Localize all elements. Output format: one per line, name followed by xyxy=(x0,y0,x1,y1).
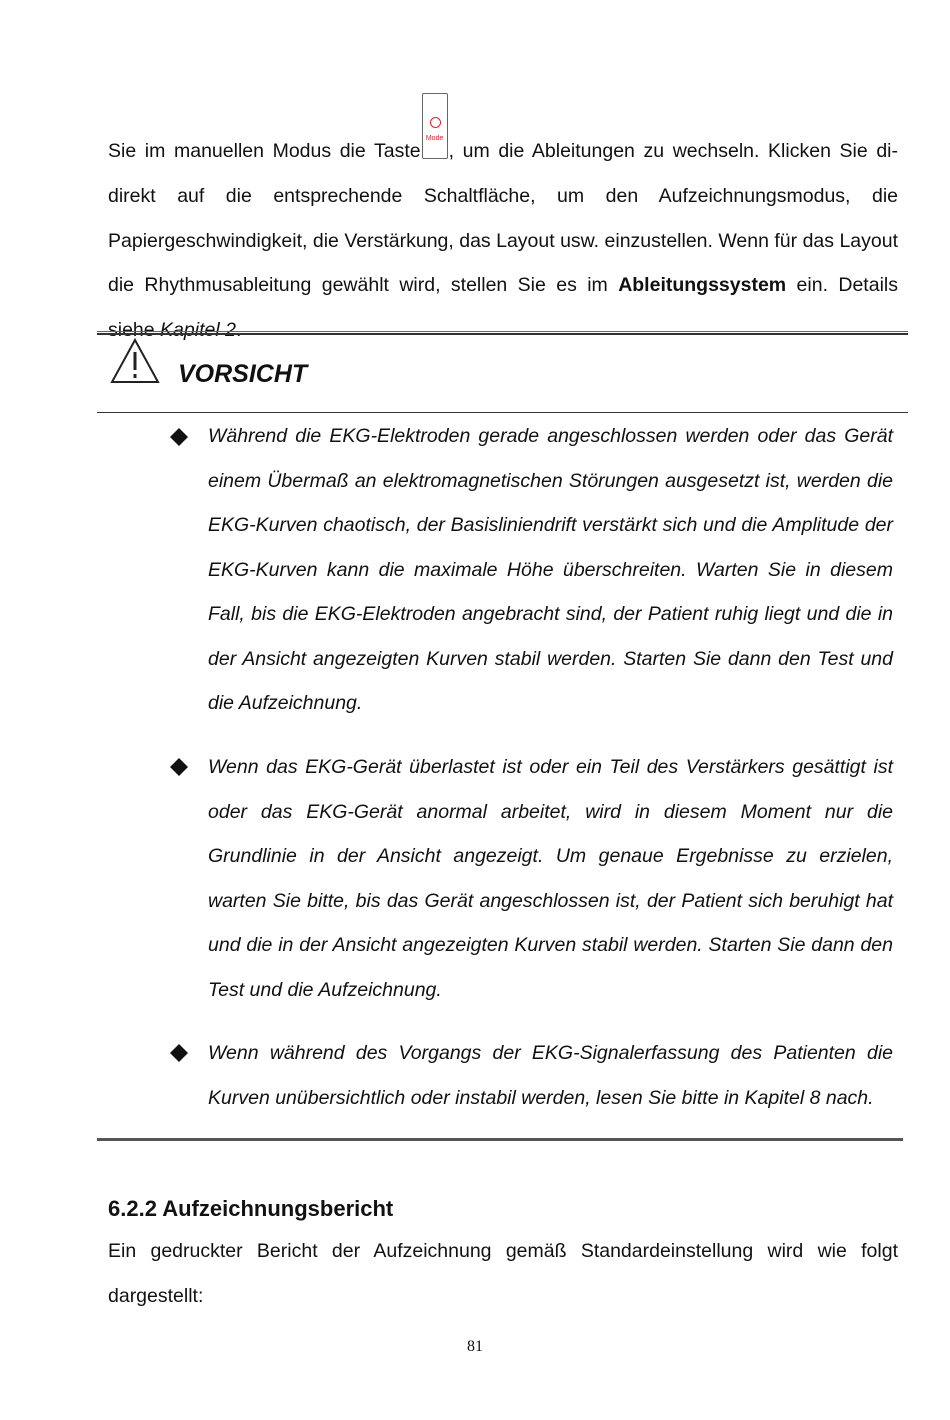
caution-bottom-rule xyxy=(97,1138,903,1141)
page-number: 81 xyxy=(467,1338,483,1355)
intro-paragraph xyxy=(108,93,898,353)
section-body: Ein gedruckter Bericht der Aufzeichnung gemäß Standardeinstellung wird wie folgt dargestellt: xyxy=(108,1240,898,1307)
intro-text-2: , um die Ableitungen zu wechseln. Klicken Sie di-direkt auf die entsprechende Schaltfläche, um den Aufzeichnungsmodus, die Papiergeschwindigkeit, die Verstärkung, das Layout usw. einzustellen. Wenn für das Layout die Rhythmusableitung gewählt wird, stellen Sie es im xyxy=(108,140,898,297)
caution-top-rule-thin xyxy=(97,331,908,332)
caution-header-rule xyxy=(97,412,908,413)
diamond-bullet-icon xyxy=(170,1044,188,1062)
caution-title: VORSICHT xyxy=(178,360,308,388)
intro-text-1: Sie im manuellen Modus die Taste xyxy=(108,140,421,162)
caution-item-3: Wenn während des Vorgangs der EKG-Signalerfassung des Patienten die Kurven unübersichtlich oder instabil werden, lesen Sie bitte in Kapitel 8 nach. xyxy=(208,1042,893,1109)
section-heading: 6.2.2 Aufzeichnungsbericht xyxy=(108,1196,394,1221)
mode-key-label: Mode xyxy=(425,135,444,142)
caution-top-rule-thick xyxy=(97,333,908,335)
intro-bold-term: Ableitungssystem xyxy=(618,274,787,297)
intro-text-3: ein. Details xyxy=(796,274,898,297)
warning-triangle-icon xyxy=(110,338,160,384)
diamond-bullet-icon xyxy=(170,428,188,446)
diamond-bullet-icon xyxy=(170,758,188,776)
caution-item-1: Während die EKG-Elektroden gerade angeschlossen werden oder das Gerät einem Übermaß an elektromagnetischen Störungen ausgesetzt ist, werden die EKG-Kurven chaotisch, der Basisliniendrift verstärkt sich und die Amplitude der EKG-Kurven kann die maximale Höhe überschreiten. Warten Sie in diesem Fall, bis die EKG-Elektroden angebracht sind, der Patient ruhig liegt und die in der Ansicht angezeigten Kurven stabil werden. Starten Sie dann den Test und die Aufzeichnung. xyxy=(208,425,893,714)
mode-key xyxy=(422,93,448,159)
caution-item-2: Wenn das EKG-Gerät überlastet ist oder ein Teil des Verstärkers gesättigt ist oder das EKG-Gerät anormal arbeitet, wird in diesem Moment nur die Grundlinie in der Ansicht angezeigt. Um genaue Ergebnisse zu erzielen, warten Sie bitte, bis das Gerät angeschlossen ist, der Patient sich beruhigt hat und die in der Ansicht angezeigten Kurven stabil werden. Starten Sie dann den Test und die Aufzeichnung. xyxy=(208,756,893,1001)
mode-icon xyxy=(430,117,441,128)
